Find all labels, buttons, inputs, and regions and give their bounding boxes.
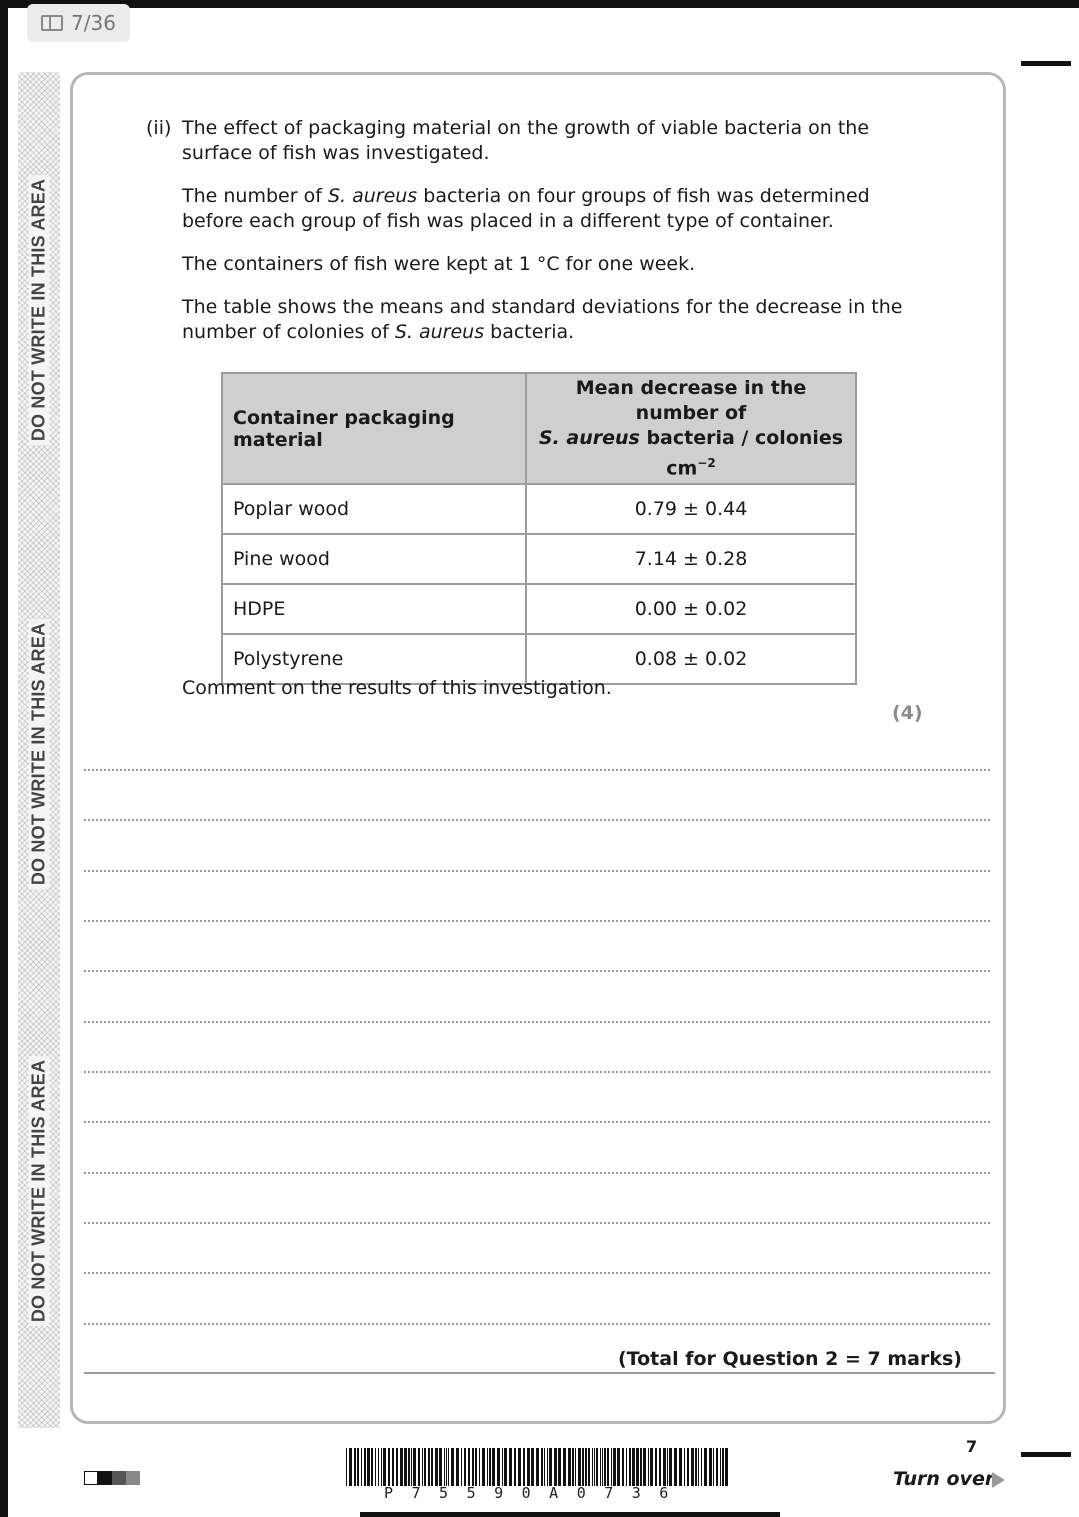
barcode-bar <box>684 1448 685 1486</box>
barcode-bar <box>439 1448 442 1486</box>
barcode-bar <box>354 1448 356 1486</box>
question-text: The containers of fish were kept at 1 °C for one week. <box>182 253 696 275</box>
barcode-bar <box>713 1448 714 1486</box>
barcode-bar <box>607 1448 609 1486</box>
turn-over-label: Turn over <box>893 1468 995 1490</box>
barcode-bar <box>378 1448 379 1486</box>
barcode-bar <box>679 1448 682 1486</box>
question-prompt: Comment on the results of this investigation. <box>182 677 612 699</box>
barcode-bar <box>613 1448 616 1486</box>
barcode-bar <box>435 1448 438 1486</box>
marker-square <box>84 1471 98 1485</box>
barcode-bar <box>695 1448 697 1486</box>
barcode-bar <box>582 1448 584 1486</box>
barcode-bar <box>604 1448 606 1486</box>
barcode-bar <box>611 1448 612 1486</box>
page-indicator[interactable] <box>27 4 130 42</box>
question-text: before each group of fish was placed in a different type of container. <box>182 210 834 232</box>
viewer-top-edge <box>0 0 1079 8</box>
answer-line[interactable] <box>84 920 990 922</box>
viewer-bottom-edge <box>360 1512 780 1517</box>
barcode-bar <box>448 1448 449 1486</box>
barcode-bar <box>629 1448 631 1486</box>
barcode-bar <box>541 1448 543 1486</box>
table-row <box>222 534 856 584</box>
barcode-bar <box>596 1448 598 1486</box>
barcode-bar <box>364 1448 366 1486</box>
barcode-bar <box>497 1448 500 1486</box>
answer-line[interactable] <box>84 1222 990 1224</box>
barcode-bar <box>575 1448 576 1486</box>
barcode-bar <box>381 1448 382 1486</box>
table-row <box>222 584 856 634</box>
answer-line[interactable] <box>84 870 990 872</box>
barcode-bar <box>492 1448 495 1486</box>
barcode-bar <box>357 1448 359 1486</box>
barcode-text: P75590A0736 <box>384 1484 687 1502</box>
barcode-bar <box>518 1448 521 1486</box>
barcode-bar <box>371 1448 373 1486</box>
barcode-bar <box>547 1448 548 1486</box>
barcode-bar <box>709 1448 712 1486</box>
table-cell-value: 0.00 ± 0.02 <box>526 584 856 634</box>
page-marker-squares <box>84 1471 140 1485</box>
page-number: 7 <box>966 1437 978 1456</box>
viewer-left-edge <box>0 0 8 1517</box>
barcode <box>346 1448 730 1486</box>
barcode-bar <box>622 1448 624 1486</box>
marker-square <box>126 1471 140 1485</box>
question-text: surface of fish was investigated. <box>182 142 490 164</box>
barcode-bar <box>617 1448 620 1486</box>
barcode-bar <box>648 1448 649 1486</box>
barcode-bar <box>558 1448 561 1486</box>
barcode-bar <box>687 1448 689 1486</box>
barcode-bar <box>674 1448 677 1486</box>
barcode-bar <box>592 1448 593 1486</box>
barcode-bar <box>578 1448 581 1486</box>
turn-over-arrow-icon <box>992 1472 1005 1488</box>
table-cell-material: Polystyrene <box>222 634 526 684</box>
results-table <box>221 372 857 685</box>
answer-line[interactable] <box>84 970 990 972</box>
marker-square <box>112 1471 126 1485</box>
question-part-label: (ii) <box>146 117 172 139</box>
question-text: number of colonies of S. aureus bacteria. <box>182 321 575 343</box>
barcode-bar <box>408 1448 410 1486</box>
answer-line[interactable] <box>84 819 990 821</box>
barcode-bar <box>388 1448 390 1486</box>
barcode-bar <box>428 1448 430 1486</box>
barcode-bar <box>424 1448 426 1486</box>
barcode-bar <box>361 1448 362 1486</box>
barcode-bar <box>404 1448 407 1486</box>
answer-line[interactable] <box>84 1121 990 1123</box>
barcode-bar <box>725 1448 728 1486</box>
barcode-bar <box>572 1448 574 1486</box>
divider <box>84 1372 995 1374</box>
barcode-bar <box>514 1448 516 1486</box>
page-indicator-text: 7/36 <box>71 11 116 35</box>
barcode-bar <box>444 1448 445 1486</box>
question-total: (Total for Question 2 = 7 marks) <box>618 1348 962 1370</box>
barcode-bar <box>418 1448 420 1486</box>
barcode-bar <box>594 1448 595 1486</box>
barcode-bar <box>549 1448 552 1486</box>
barcode-bar <box>504 1448 507 1486</box>
table-cell-material: HDPE <box>222 584 526 634</box>
barcode-bar <box>655 1448 657 1486</box>
table-header-mean-decrease: Mean decrease in the number of S. aureus bacteria / colonies $cm^{-2}$ <box>526 373 856 484</box>
barcode-bar <box>451 1448 454 1486</box>
barcode-bar <box>531 1448 534 1486</box>
barcode-bar <box>349 1448 352 1486</box>
barcode-bar <box>536 1448 539 1486</box>
table-cell-value: 0.08 ± 0.02 <box>526 634 856 684</box>
answer-line[interactable] <box>84 769 990 771</box>
answer-line[interactable] <box>84 1172 990 1174</box>
question-text: The effect of packaging material on the growth of viable bacteria on the <box>182 117 870 139</box>
barcode-bar <box>650 1448 653 1486</box>
barcode-bar <box>554 1448 557 1486</box>
barcode-bar <box>446 1448 447 1486</box>
barcode-bar <box>502 1448 503 1486</box>
registration-mark <box>1021 61 1071 66</box>
barcode-bar <box>636 1448 639 1486</box>
barcode-bar <box>527 1448 530 1486</box>
table-header-row <box>222 373 856 484</box>
barcode-bar <box>413 1448 416 1486</box>
barcode-bar <box>509 1448 512 1486</box>
barcode-bar <box>367 1448 370 1486</box>
table-cell-material: Poplar wood <box>222 484 526 534</box>
barcode-bar <box>375 1448 376 1486</box>
table-cell-value: 0.79 ± 0.44 <box>526 484 856 534</box>
barcode-bar <box>475 1448 477 1486</box>
barcode-bar <box>431 1448 433 1486</box>
barcode-bar <box>698 1448 699 1486</box>
barcode-bar <box>563 1448 566 1486</box>
barcode-bar <box>640 1448 642 1486</box>
barcode-bar <box>456 1448 459 1486</box>
registration-mark <box>1021 1452 1071 1457</box>
table-cell-value: 7.14 ± 0.28 <box>526 534 856 584</box>
barcode-bar <box>523 1448 525 1486</box>
barcode-bar <box>468 1448 470 1486</box>
barcode-bar <box>669 1448 672 1486</box>
barcode-bar <box>626 1448 627 1486</box>
marker-square <box>98 1471 112 1485</box>
book-icon <box>41 15 63 31</box>
barcode-bar <box>400 1448 403 1486</box>
barcode-bar <box>464 1448 466 1486</box>
question-text: The table shows the means and standard deviations for the decrease in the <box>182 296 903 318</box>
barcode-bar <box>720 1448 721 1486</box>
barcode-bar <box>716 1448 718 1486</box>
barcode-bar <box>461 1448 462 1486</box>
table-row <box>222 484 856 534</box>
barcode-bar <box>544 1448 545 1486</box>
barcode-bar <box>722 1448 724 1486</box>
barcode-bar <box>643 1448 646 1486</box>
marks-available: (4) <box>892 702 923 724</box>
barcode-bar <box>472 1448 474 1486</box>
barcode-bar <box>489 1448 491 1486</box>
barcode-bar <box>422 1448 423 1486</box>
barcode-bar <box>691 1448 694 1486</box>
barcode-bar <box>479 1448 480 1486</box>
barcode-bar <box>659 1448 661 1486</box>
barcode-bar <box>568 1448 571 1486</box>
barcode-bar <box>600 1448 601 1486</box>
answer-line[interactable] <box>84 1272 990 1274</box>
table-header-material: Container packaging material <box>222 373 526 484</box>
barcode-bar <box>482 1448 485 1486</box>
barcode-bar <box>667 1448 668 1486</box>
barcode-bar <box>396 1448 398 1486</box>
barcode-bar <box>487 1448 488 1486</box>
barcode-bar <box>392 1448 394 1486</box>
barcode-bar <box>411 1448 412 1486</box>
barcode-bar <box>704 1448 707 1486</box>
barcode-bar <box>585 1448 587 1486</box>
answer-line[interactable] <box>84 1071 990 1073</box>
barcode-bar <box>383 1448 386 1486</box>
question-text: The number of S. aureus bacteria on four groups of fish was determined <box>182 185 870 207</box>
barcode-bar <box>588 1448 590 1486</box>
barcode-bar <box>602 1448 603 1486</box>
barcode-bar <box>346 1448 347 1486</box>
table-cell-material: Pine wood <box>222 534 526 584</box>
barcode-bar <box>632 1448 635 1486</box>
barcode-bar <box>701 1448 702 1486</box>
answer-line[interactable] <box>84 1021 990 1023</box>
barcode-bar <box>663 1448 666 1486</box>
answer-line[interactable] <box>84 1323 990 1325</box>
